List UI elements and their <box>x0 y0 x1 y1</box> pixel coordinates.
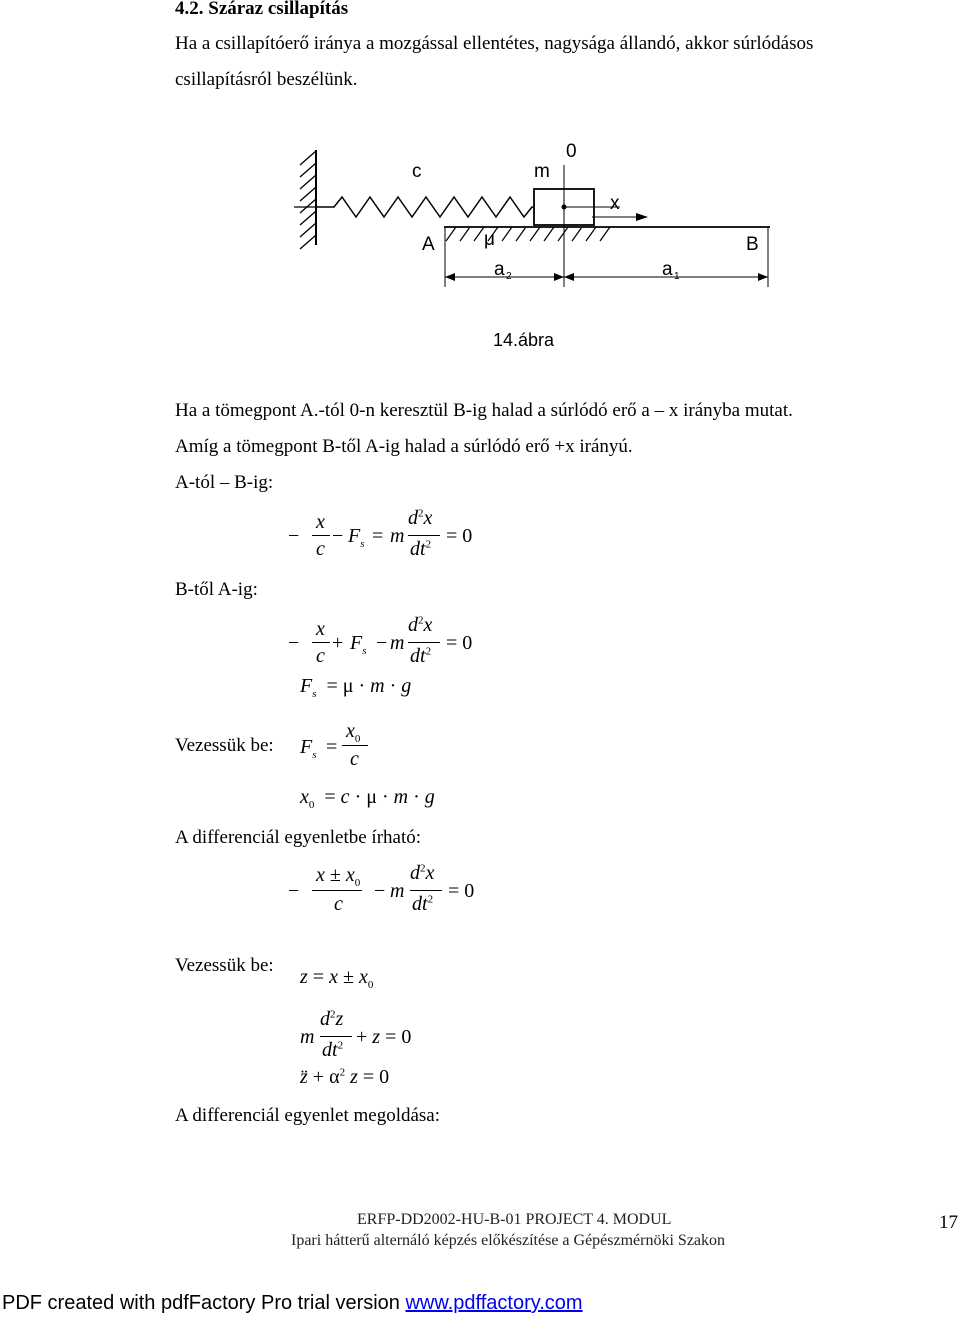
label-a1-sub: 1 <box>674 271 680 282</box>
text-line-1: Ha a tömegpont A.-tól 0-n keresztül B-ig halad a súrlódó erő a – x irányba mutat. <box>175 400 793 421</box>
label-m: m <box>534 161 550 182</box>
equation-b-to-a: − x c + $F_s$ − m $d^2x$ $dt^2$ = 0 <box>288 614 473 667</box>
label-c: c <box>412 161 422 182</box>
label-a1: a <box>662 259 673 280</box>
section-heading: 4.2. Száraz csillapítás <box>175 0 349 19</box>
label-zero: 0 <box>566 141 577 162</box>
figure-caption: 14.ábra <box>493 330 555 350</box>
label-A: A <box>422 234 435 255</box>
equation-z-def: $z = x \pm x_0$ <box>300 966 374 991</box>
pdf-banner <box>2 1292 583 1315</box>
page-number: 17 <box>939 1212 958 1233</box>
footer-line-1: ERFP-DD2002-HU-B-01 PROJECT 4. MODUL <box>357 1211 672 1228</box>
label-a2-sub: 2 <box>506 271 512 282</box>
equation-fs-x0: $F_s$ = $x_0$ c <box>300 718 400 778</box>
label-vezessuk-2: Vezessük be: <box>175 955 274 976</box>
text-line-2: Amíg a tömegpont B-től A-ig halad a súrlódó erő +x irányú. <box>175 436 633 457</box>
footer-line-2: Ipari hátterű alternáló képzés előkészítése a Gépészmérnöki Szakon <box>291 1232 726 1249</box>
equation-a-to-b: − x c − $F_s$ = m $d^2x$ $dt^2$ = 0 <box>288 507 473 560</box>
pdf-banner-text: PDF created with pdfFactory Pro trial version <box>2 1292 406 1314</box>
label-x: x <box>610 193 620 214</box>
spring-mass-figure <box>280 135 790 295</box>
equation-combined: − $x \pm x_0$ c − m $d^2x$ $dt^2$ = 0 <box>288 862 475 915</box>
spring <box>316 197 534 217</box>
intro-line-1: Ha a csillapítóerő iránya a mozgással ellentétes, nagysága állandó, akkor súrlódásos <box>175 33 814 54</box>
equation-z-ddot: z̈ + $\alpha^2$ z = 0 <box>300 1066 390 1088</box>
intro-line-2: csillapításról beszélünk. <box>175 69 358 90</box>
label-b-to-a: B-től A-ig: <box>175 579 258 600</box>
equation-friction-force: $F_s = \mu \cdot m \cdot g$ <box>300 675 412 700</box>
label-vezessuk-1: Vezessük be: <box>175 735 274 756</box>
label-solution: A differenciál egyenlet megoldása: <box>175 1105 441 1126</box>
label-diff-eq: A differenciál egyenletbe írható: <box>175 827 422 848</box>
wall-hatching <box>300 151 316 249</box>
equation-z-ode: m $d^2z$ $dt^2$ + z = 0 <box>300 1008 412 1061</box>
label-mu: μ <box>484 229 495 250</box>
label-B: B <box>746 234 759 255</box>
equation-x0: $x_0 = c \cdot \mu \cdot m \cdot g$ <box>300 786 435 811</box>
label-a-to-b: A-tól – B-ig: <box>175 472 274 493</box>
ground-hatching <box>446 227 610 241</box>
label-a2: a <box>494 259 505 280</box>
pdf-banner-link[interactable]: www.pdffactory.com <box>405 1292 583 1314</box>
